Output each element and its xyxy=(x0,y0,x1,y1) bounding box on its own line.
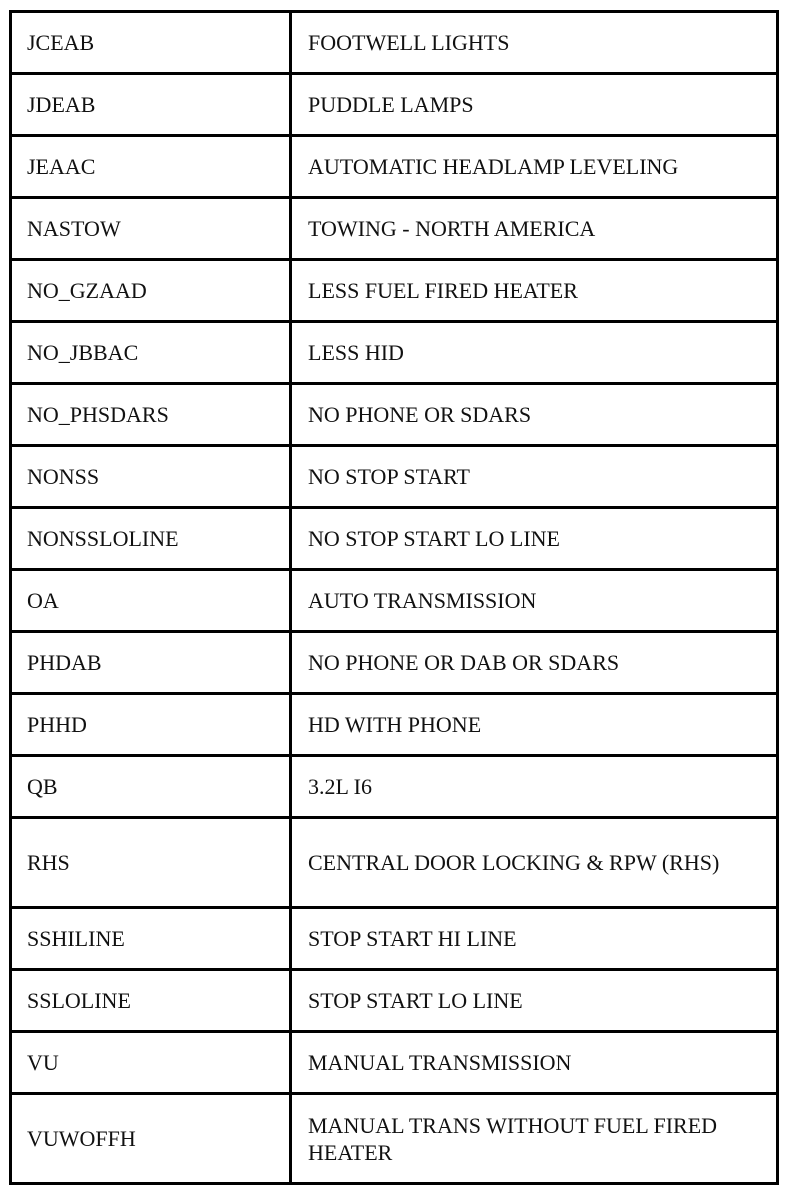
option-code-cell: PHHD xyxy=(11,694,291,756)
option-code-cell: NO_GZAAD xyxy=(11,260,291,322)
option-description-cell: NO STOP START xyxy=(291,446,778,508)
table-row xyxy=(11,322,778,384)
option-code-cell: JDEAB xyxy=(11,74,291,136)
option-code-cell: NO_PHSDARS xyxy=(11,384,291,446)
option-description-cell: LESS FUEL FIRED HEATER xyxy=(291,260,778,322)
table-row xyxy=(11,12,778,74)
option-code-cell: SSHILINE xyxy=(11,908,291,970)
option-code-cell: NONSSLOLINE xyxy=(11,508,291,570)
option-description-cell: 3.2L I6 xyxy=(291,756,778,818)
option-code-cell: JCEAB xyxy=(11,12,291,74)
table-row xyxy=(11,508,778,570)
table-row xyxy=(11,1094,778,1184)
option-description-cell: CENTRAL DOOR LOCKING & RPW (RHS) xyxy=(291,818,778,908)
table-row xyxy=(11,756,778,818)
option-code-table-container xyxy=(9,10,776,1179)
option-code-cell: NO_JBBAC xyxy=(11,322,291,384)
option-code-cell: PHDAB xyxy=(11,632,291,694)
option-code-cell: VUWOFFH xyxy=(11,1094,291,1184)
table-row xyxy=(11,908,778,970)
option-description-cell: NO PHONE OR SDARS xyxy=(291,384,778,446)
option-code-cell: NONSS xyxy=(11,446,291,508)
option-description-cell: TOWING - NORTH AMERICA xyxy=(291,198,778,260)
option-code-cell: NASTOW xyxy=(11,198,291,260)
table-row xyxy=(11,384,778,446)
option-description-cell: NO STOP START LO LINE xyxy=(291,508,778,570)
table-row xyxy=(11,694,778,756)
table-row xyxy=(11,198,778,260)
option-description-cell: LESS HID xyxy=(291,322,778,384)
table-row xyxy=(11,260,778,322)
table-row xyxy=(11,818,778,908)
option-description-cell: STOP START LO LINE xyxy=(291,970,778,1032)
option-description-cell: HD WITH PHONE xyxy=(291,694,778,756)
option-description-cell: MANUAL TRANS WITHOUT FUEL FIRED HEATER xyxy=(291,1094,778,1184)
option-description-cell: NO PHONE OR DAB OR SDARS xyxy=(291,632,778,694)
option-description-cell: STOP START HI LINE xyxy=(291,908,778,970)
option-code-cell: QB xyxy=(11,756,291,818)
option-description-cell: MANUAL TRANSMISSION xyxy=(291,1032,778,1094)
table-row xyxy=(11,74,778,136)
table-row xyxy=(11,136,778,198)
option-description-cell: PUDDLE LAMPS xyxy=(291,74,778,136)
option-code-cell: JEAAC xyxy=(11,136,291,198)
option-description-cell: FOOTWELL LIGHTS xyxy=(291,12,778,74)
table-row xyxy=(11,570,778,632)
option-code-cell: SSLOLINE xyxy=(11,970,291,1032)
table-row xyxy=(11,446,778,508)
option-description-cell: AUTO TRANSMISSION xyxy=(291,570,778,632)
option-code-cell: VU xyxy=(11,1032,291,1094)
table-row xyxy=(11,970,778,1032)
option-description-cell: AUTOMATIC HEADLAMP LEVELING xyxy=(291,136,778,198)
option-code-table xyxy=(9,10,779,1185)
option-code-cell: OA xyxy=(11,570,291,632)
option-code-cell: RHS xyxy=(11,818,291,908)
table-row xyxy=(11,1032,778,1094)
table-row xyxy=(11,632,778,694)
